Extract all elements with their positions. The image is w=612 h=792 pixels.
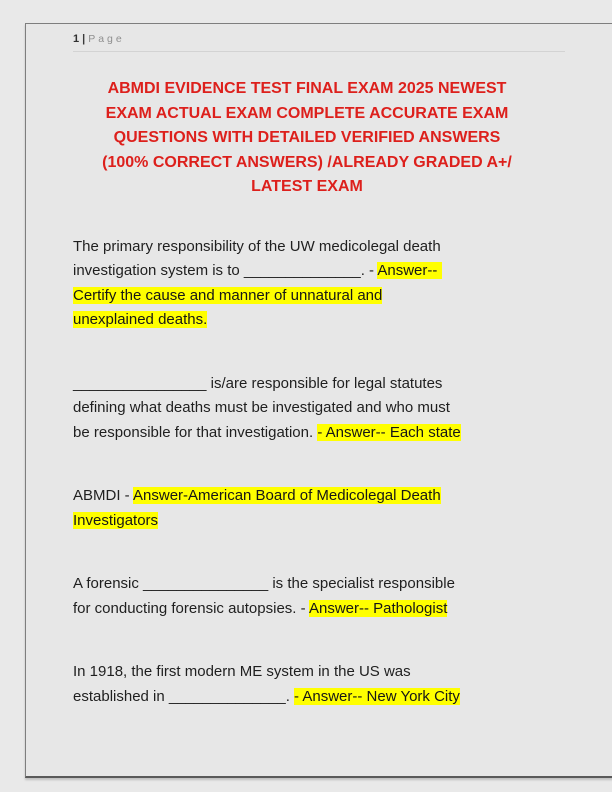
highlighted-answer: Certify the cause and manner of unnatural and: [73, 286, 383, 304]
highlighted-answer: - Answer-- Each state: [317, 423, 461, 441]
exam-title-line: LATEST EXAM: [251, 178, 363, 195]
question-text: In 1918, the first modern ME system in the US was: [73, 663, 411, 680]
highlighted-answer: - Answer-- New York City: [294, 687, 460, 705]
question-paragraph: [73, 484, 541, 533]
text-line: [73, 484, 541, 509]
question-paragraph: [73, 235, 541, 333]
text-line: [73, 660, 541, 685]
text-line: [73, 259, 541, 284]
text-line: [73, 597, 541, 622]
exam-title-line: QUESTIONS WITH DETAILED VERIFIED ANSWERS: [113, 129, 501, 146]
question-text: established in ______________.: [73, 687, 295, 705]
text-line: [73, 396, 541, 421]
highlighted-answer: Answer-- Pathologist: [308, 599, 448, 617]
text-line: [73, 308, 541, 333]
highlighted-answer: Investigators: [73, 511, 159, 529]
text-line: [73, 284, 541, 309]
question-text: ________________ is/are responsible for legal statutes: [73, 374, 443, 392]
document-page: [25, 23, 612, 778]
question-text: for conducting forensic autopsies. -: [73, 599, 309, 617]
exam-title-line: EXAM ACTUAL EXAM COMPLETE ACCURATE EXAM: [105, 104, 509, 122]
header-separator: |: [82, 33, 86, 45]
questions-container: [73, 235, 541, 710]
question-text: defining what deaths must be investigated and who must: [73, 399, 450, 416]
question-text: investigation system is to ______________. -: [73, 262, 378, 279]
exam-title-line: ABMDI EVIDENCE TEST FINAL EXAM 2025 NEWEST: [107, 80, 507, 97]
page-number: 1: [73, 33, 80, 45]
page-header: [73, 32, 565, 52]
text-line: [73, 421, 541, 446]
question-text: ABMDI -: [73, 487, 134, 504]
question-paragraph: [73, 572, 541, 621]
header-page-label: Page: [88, 33, 125, 45]
text-line: [73, 372, 541, 397]
exam-title-line: (100% CORRECT ANSWERS) /ALREADY GRADED A+/: [102, 153, 512, 171]
text-line: [73, 509, 541, 534]
question-text: The primary responsibility of the UW medicolegal death: [73, 237, 441, 255]
exam-title: [73, 77, 541, 200]
highlighted-answer: unexplained deaths.: [73, 311, 208, 328]
text-line: [73, 235, 541, 260]
question-text: A forensic _______________ is the specialist responsible: [73, 575, 455, 592]
question-text: be responsible for that investigation.: [73, 423, 318, 441]
text-line: [73, 685, 541, 710]
question-paragraph: [73, 660, 541, 709]
highlighted-answer: Answer-American Board of Medicolegal Death: [133, 487, 441, 504]
text-line: [73, 572, 541, 597]
question-paragraph: [73, 372, 541, 446]
highlighted-answer: Answer--: [377, 262, 442, 279]
